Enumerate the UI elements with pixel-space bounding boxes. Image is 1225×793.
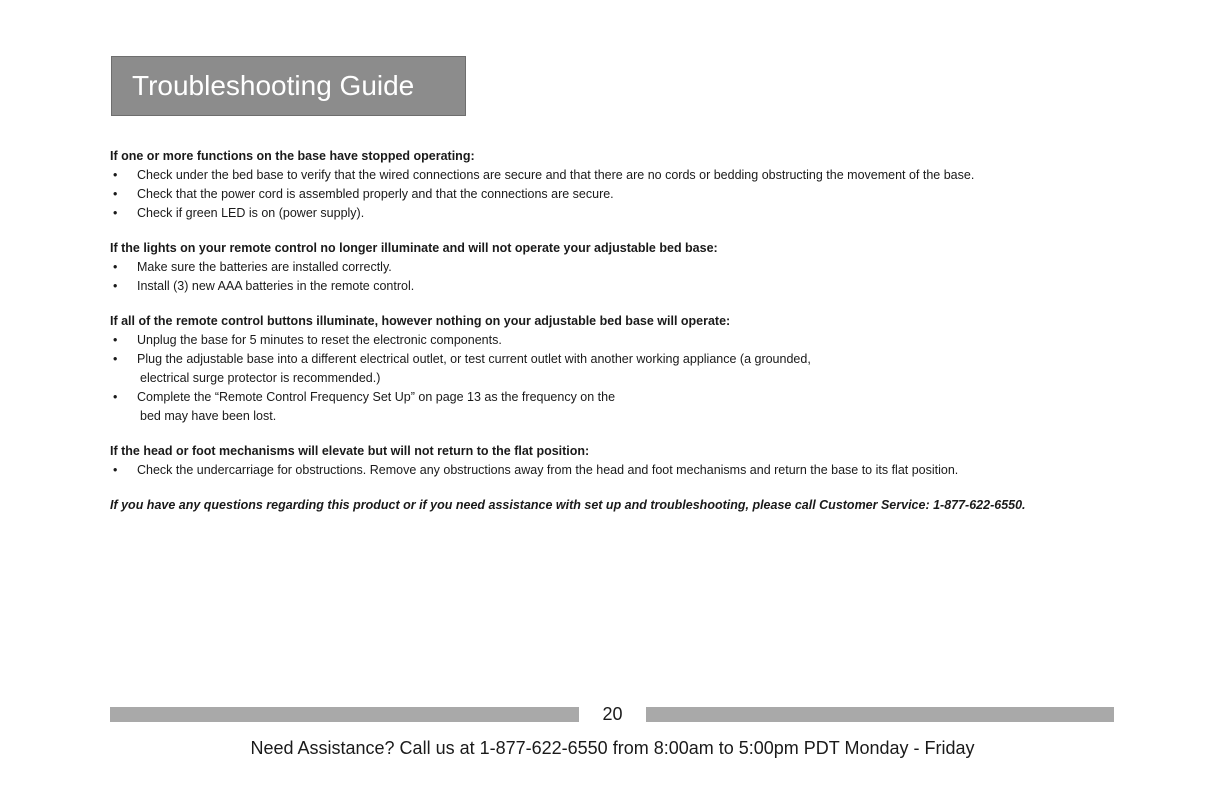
bullet-icon: •: [113, 279, 118, 293]
section-heading: If the head or foot mechanisms will elevate but will not return to the flat position:: [110, 444, 590, 458]
list-item: • Install (3) new AAA batteries in the remote control.: [110, 277, 1110, 296]
list-item: • Complete the “Remote Control Frequency Set Up” on page 13 as the frequency on the: [110, 388, 1110, 407]
bullet-icon: •: [113, 352, 118, 366]
page-title: Troubleshooting Guide: [132, 70, 415, 101]
bullet-icon: •: [113, 260, 118, 274]
section-title-banner: [111, 56, 466, 116]
bullet-icon: •: [113, 390, 118, 404]
list-item: • Check the undercarriage for obstructions. Remove any obstructions away from the head and foot mechanisms and return the base to its flat position.: [110, 461, 1110, 480]
list-item: • Check that the power cord is assembled properly and that the connections are secure.: [110, 185, 1110, 204]
assistance-footer: Need Assistance? Call us at 1-877-622-6550 from 8:00am to 5:00pm PDT Monday - Friday: [250, 738, 975, 758]
section-heading: If one or more functions on the base have stopped operating:: [110, 149, 475, 163]
list-item: • Check under the bed base to verify that the wired connections are secure and that there are no cords or bedding obstructing the movement of the base.: [110, 166, 1110, 185]
bullet-icon: •: [113, 187, 118, 201]
list-item: • Unplug the base for 5 minutes to reset the electronic components.: [110, 331, 1110, 350]
list-item-continuation: bed may have been lost.: [140, 409, 277, 423]
customer-service-note: If you have any questions regarding this product or if you need assistance with set up and troubleshooting, please call Customer Service: 1-877-622-6550.: [110, 498, 1026, 512]
bullet-icon: •: [113, 168, 118, 182]
troubleshooting-content: [110, 147, 1110, 515]
list-item: • Check if green LED is on (power supply).: [110, 204, 1110, 223]
list-item: • Plug the adjustable base into a different electrical outlet, or test current outlet with another working appliance (a grounded,: [110, 350, 1110, 369]
page-number: 20: [602, 704, 623, 724]
bullet-icon: •: [113, 463, 118, 477]
list-item-continuation: electrical surge protector is recommended.): [140, 371, 381, 385]
section-remote-lights: [110, 239, 1110, 296]
section-heading: If all of the remote control buttons illuminate, however nothing on your adjustable bed base will operate:: [110, 314, 731, 328]
section-functions-stopped: [110, 147, 1110, 223]
footer-divider-right: [646, 707, 1114, 722]
footer-divider-left: [110, 707, 579, 722]
list-item: • Make sure the batteries are installed correctly.: [110, 258, 1110, 277]
bullet-icon: •: [113, 333, 118, 347]
section-buttons-illuminate: [110, 312, 1110, 426]
section-heading: If the lights on your remote control no longer illuminate and will not operate your adjustable bed base:: [110, 241, 718, 255]
section-head-foot-mechanisms: [110, 442, 1110, 480]
bullet-icon: •: [113, 206, 118, 220]
